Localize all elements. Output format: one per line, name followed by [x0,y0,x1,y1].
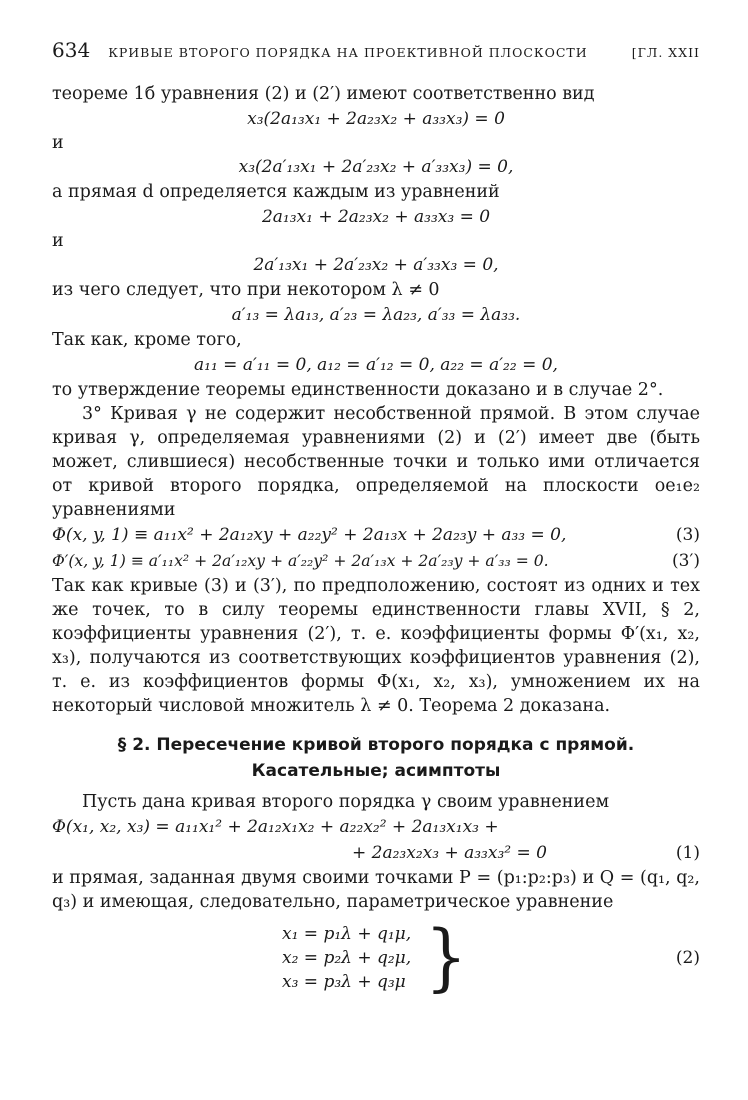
equation-1-line-1: Φ(x₁, x₂, x₃) = a₁₁x₁² + 2a₁₂x₁x₂ + a₂₂x₂² + 2a₁₃x₁x₃ + [52,817,499,837]
chapter-mark: [ГЛ. XXII [631,45,700,60]
section-subheading: Касательные; асимптоты [251,761,501,781]
equation-1-line-2-body: + 2a₂₃x₂x₃ + a₃₃x₃² = 0 [352,843,547,863]
system-line: x₁ = p₁λ + q₁μ, [282,924,412,944]
system-line: x₃ = p₃λ + q₃μ [282,972,406,992]
equation: x₃(2a′₁₃x₁ + 2a′₂₃x₂ + a′₃₃x₃) = 0, [238,157,514,177]
equation: x₃(2a₁₃x₁ + 2a₂₃x₂ + a₃₃x₃) = 0 [247,109,505,129]
equation-number: (3′) [672,551,700,571]
system-lines [282,922,411,994]
equation-number: (2) [675,948,700,968]
equation-3-body: Φ(x, y, 1) ≡ a₁₁x² + 2a₁₂xy + a₂₂y² + 2a₁₃x + 2a₂₃y + a₃₃ = 0, [52,525,567,545]
paragraph: Так как кривые (3) и (3′), по предположению, состоят из одних и тех же точек, то в силу теоремы единственности главы XVII, § 2, коэффициенты уравнения (2′), т. е. коэффициенты формы Φ′(x₁, x₂, x₃), получаются из соответствующих коэффициентов уравнения (2), т. е. из коэффициентов формы Φ(x₁, x₂, x₃), умножением их на некоторый числовой множитель λ ≠ 0. Теорема 2 доказана. [52,576,700,716]
running-title: КРИВЫЕ ВТОРОГО ПОРЯДКА НА ПРОЕКТИВНОЙ ПЛОСКОСТИ [108,45,588,60]
equation-3-prime [52,548,700,574]
equation-3 [52,522,700,548]
section-heading: § 2. Пересечение кривой второго порядка с прямой. [117,735,635,755]
equation: 2a′₁₃x₁ + 2a′₂₃x₂ + a′₃₃x₃ = 0, [253,255,499,275]
running-head [52,38,700,68]
system-line: x₂ = p₂λ + q₂μ, [282,948,412,968]
paragraph: теореме 1б уравнения (2) и (2′) имеют соответственно вид [52,84,595,104]
equation: 2a₁₃x₁ + 2a₂₃x₂ + a₃₃x₃ = 0 [261,207,491,227]
equation-number: (3) [675,525,700,545]
equation: a′₁₃ = λa₁₃, a′₂₃ = λa₂₃, a′₃₃ = λa₃₃. [231,305,521,325]
paragraph: Так как, кроме того, [52,330,242,350]
paragraph: из чего следует, что при некотором λ ≠ 0 [52,280,440,300]
right-brace: } [425,915,468,1000]
paragraph: то утверждение теоремы единственности доказано и в случае 2°. [52,380,664,400]
equation-1-line-2 [52,840,700,866]
paragraph: Пусть дана кривая второго порядка γ своим уравнением [82,792,610,812]
equation-3-prime-body: Φ′(x, y, 1) ≡ a′₁₁x² + 2a′₁₂xy + a′₂₂y² + 2a′₁₃x + 2a′₂₃y + a′₃₃ = 0. [52,552,549,570]
conjunction: и [52,133,64,153]
conjunction: и [52,231,64,251]
equation-number: (1) [675,843,700,863]
page-number: 634 [52,38,91,62]
paragraph: 3° Кривая γ не содержит несобственной прямой. В этом случае кривая γ, определяемая уравнениями (2) и (2′) имеет две (быть может, слившиеся) несобственные точки и только ими отличается от кривой второго порядка, определяемой на плоскости oe₁e₂ уравнениями [52,404,700,520]
paragraph: а прямая d определяется каждым из уравнений [52,182,500,202]
equation: a₁₁ = a′₁₁ = 0, a₁₂ = a′₁₂ = 0, a₂₂ = a′₂₂ = 0, [194,355,558,375]
parametric-system [52,915,700,1000]
paragraph: и прямая, заданная двумя своими точками P = (p₁:p₂:p₃) и Q = (q₁, q₂, q₃) и имеющая, следовательно, параметрическое уравнение [52,868,700,912]
